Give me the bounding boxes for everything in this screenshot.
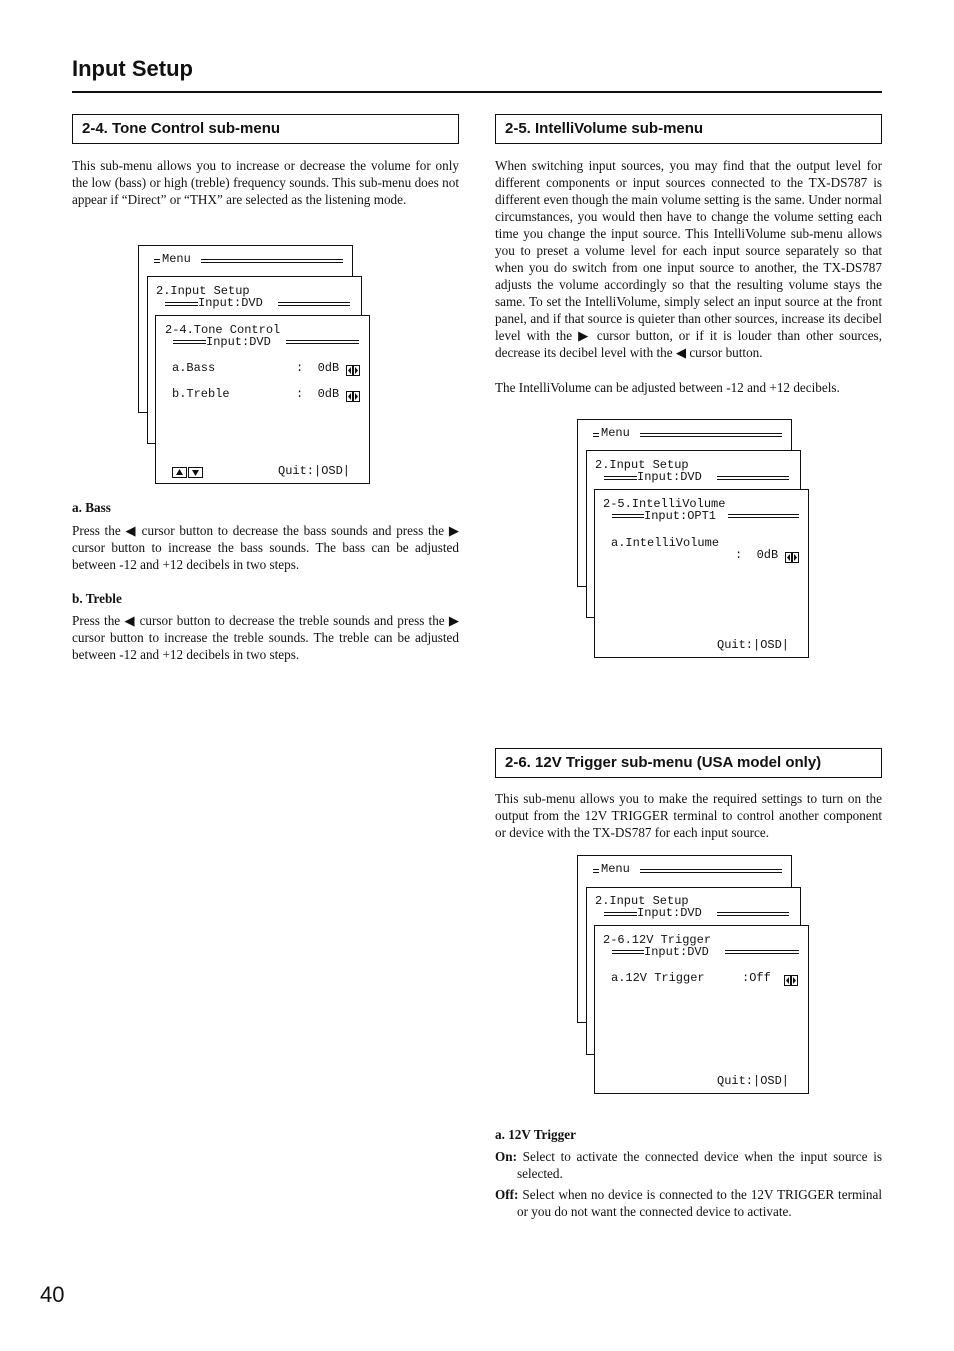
title-rule	[72, 91, 882, 93]
tone-control-intro: This sub-menu allows you to increase or decrease the volume for only the low (bass) or high (treble) frequency sounds. This sub-menu does not appear if “Direct” or “THX” are selected as the listening mode.	[72, 158, 459, 207]
osd-trigger-panel	[594, 925, 809, 1094]
osd-bass-label: a.Bass	[172, 361, 216, 375]
menu-icon	[593, 869, 599, 873]
osd-quit-label: Quit:|OSD|	[717, 1074, 790, 1088]
osd-input-dvd: Input:DVD	[637, 906, 702, 920]
osd-input-setup-label: 2.Input Setup	[595, 894, 689, 908]
intellivolume-intro: When switching input sources, you may find that the output level for different components or input sources connected to the TX-DS787 is different even though the main volume setting is the same. Under normal circumstances, you would then have to change the volume setting each time you change the input source. This IntelliVolume sub-menu allows you to preset a volume level for each input source separately so that when you do switch from one input source to another, the TX-DS787 adjusts the volume accordingly so that the resulting volume stays the same. To set the IntelliVolume, simply select an input source at the front panel, and if that source is quieter than other sources, increase its decibel level with the ▶ cursor button, or if it is louder than other sources, decrease its decibel level with the ◀ cursor button.	[495, 158, 882, 360]
osd-input-setup-label: 2.Input Setup	[156, 284, 250, 298]
osd-menu-label: Menu	[601, 426, 630, 440]
menu-icon	[154, 259, 160, 263]
trigger-intro: This sub-menu allows you to make the required settings to turn on the output from the 12V TRIGGER terminal to control another component or device with the TX-DS787 for each input source.	[495, 791, 882, 840]
osd-sub-title: 2-5.IntelliVolume	[603, 497, 726, 511]
menu-icon	[593, 433, 599, 437]
osd-input-dvd: Input:DVD	[198, 296, 263, 310]
tone-control-osd-illustration	[138, 245, 370, 485]
osd-sub-title: 2-4.Tone Control	[165, 323, 281, 337]
intellivolume-heading: 2-5. IntelliVolume sub-menu	[495, 114, 882, 144]
osd-treble-label: b.Treble	[172, 387, 230, 401]
left-right-icon	[346, 363, 360, 381]
trigger-osd-illustration	[577, 855, 809, 1095]
bass-heading: a. Bass	[72, 500, 111, 515]
off-label: Off:	[495, 1187, 519, 1202]
osd-intellivolume-panel	[594, 489, 809, 658]
tone-control-heading: 2-4. Tone Control sub-menu	[72, 114, 459, 144]
page-number: 40	[40, 1282, 65, 1307]
bass-text: Press the ◀ cursor button to decrease the bass sounds and press the ▶ cursor button to increase the bass sounds. The bass can be adjusted between -12 and +12 decibels in two steps.	[72, 523, 459, 572]
intellivolume-range: The IntelliVolume can be adjusted between -12 and +12 decibels.	[495, 380, 840, 395]
off-text: Select when no device is connected to the 12V TRIGGER terminal or you do not want the connected device to activate.	[517, 1187, 882, 1219]
treble-text: Press the ◀ cursor button to decrease the treble sounds and press the ▶ cursor button to increase the treble sounds. The treble can be adjusted between -12 and +12 decibels in two steps.	[72, 613, 459, 662]
left-right-icon	[346, 389, 360, 407]
osd-menu-label: Menu	[162, 252, 191, 266]
osd-tone-control-panel	[155, 315, 370, 484]
osd-sub-input: Input:DVD	[644, 945, 709, 959]
osd-sub-input: Input:OPT1	[644, 509, 717, 523]
osd-bass-value: : 0dB	[296, 361, 340, 375]
trigger-off-definition	[495, 1186, 882, 1220]
on-label: On:	[495, 1149, 517, 1164]
osd-intellivolume-label: a.IntelliVolume	[611, 536, 720, 550]
osd-menu-label: Menu	[601, 862, 630, 876]
up-down-icon	[172, 465, 204, 483]
osd-trigger-value: :Off	[742, 971, 771, 985]
osd-sub-input: Input:DVD	[206, 335, 271, 349]
trigger-item-heading: a. 12V Trigger	[495, 1127, 576, 1142]
left-right-icon	[784, 973, 798, 991]
on-text: Select to activate the connected device when the input source is selected.	[517, 1149, 882, 1181]
osd-intellivolume-value: : 0dB	[735, 548, 779, 562]
osd-treble-value: : 0dB	[296, 387, 340, 401]
osd-quit-label: Quit:|OSD|	[278, 464, 351, 478]
page-title: Input Setup	[72, 56, 193, 81]
left-right-icon	[785, 550, 799, 568]
osd-trigger-label: a.12V Trigger	[611, 971, 705, 985]
osd-input-setup-label: 2.Input Setup	[595, 458, 689, 472]
trigger-heading: 2-6. 12V Trigger sub-menu (USA model only)	[495, 748, 882, 778]
osd-input-dvd: Input:DVD	[637, 470, 702, 484]
osd-sub-title: 2-6.12V Trigger	[603, 933, 712, 947]
treble-heading: b. Treble	[72, 591, 122, 606]
intellivolume-osd-illustration	[577, 419, 809, 659]
osd-quit-label: Quit:|OSD|	[717, 638, 790, 652]
trigger-on-definition	[495, 1148, 882, 1182]
